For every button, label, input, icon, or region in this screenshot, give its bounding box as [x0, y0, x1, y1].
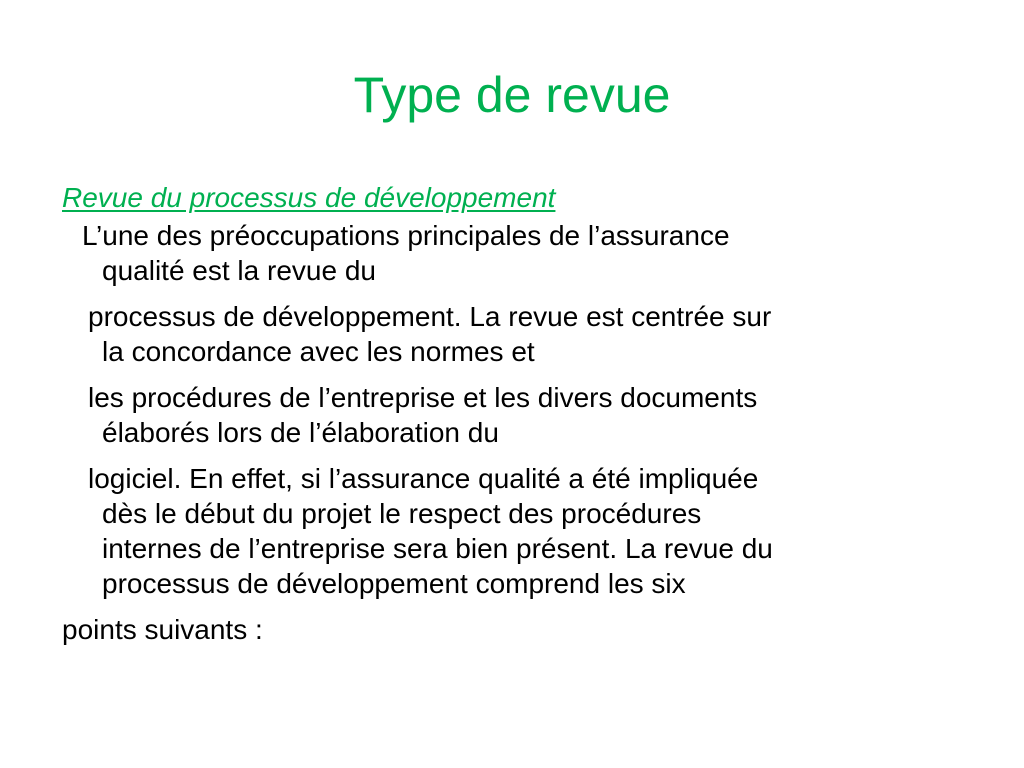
- paragraph-line: internes de l’entreprise sera bien présent. La revue du: [102, 533, 773, 564]
- paragraph-line: processus de développement. La revue est centrée sur: [88, 301, 772, 332]
- paragraph-3: [62, 380, 962, 450]
- paragraph-line: les procédures de l’entreprise et les divers documents: [88, 382, 758, 413]
- paragraph-line: élaborés lors de l’élaboration du: [102, 417, 499, 448]
- paragraph-line: la concordance avec les normes et: [102, 336, 535, 367]
- slide-body: [62, 180, 962, 647]
- subheading: Revue du processus de développement: [62, 182, 556, 213]
- paragraph-line: qualité est la revue du: [102, 255, 376, 286]
- paragraph-line: processus de développement comprend les six: [102, 568, 686, 599]
- slide-title: Type de revue: [353, 67, 671, 123]
- paragraph-4: [62, 461, 962, 601]
- paragraph-2: [62, 299, 962, 369]
- paragraph-line: L’une des préoccupations principales de l’assurance: [82, 220, 730, 251]
- paragraph-line: dès le début du projet le respect des procédures: [102, 498, 702, 529]
- closing-line: points suivants :: [62, 614, 263, 645]
- paragraph-line: logiciel. En effet, si l’assurance qualité a été impliquée: [88, 463, 759, 494]
- paragraph-1: [62, 218, 962, 288]
